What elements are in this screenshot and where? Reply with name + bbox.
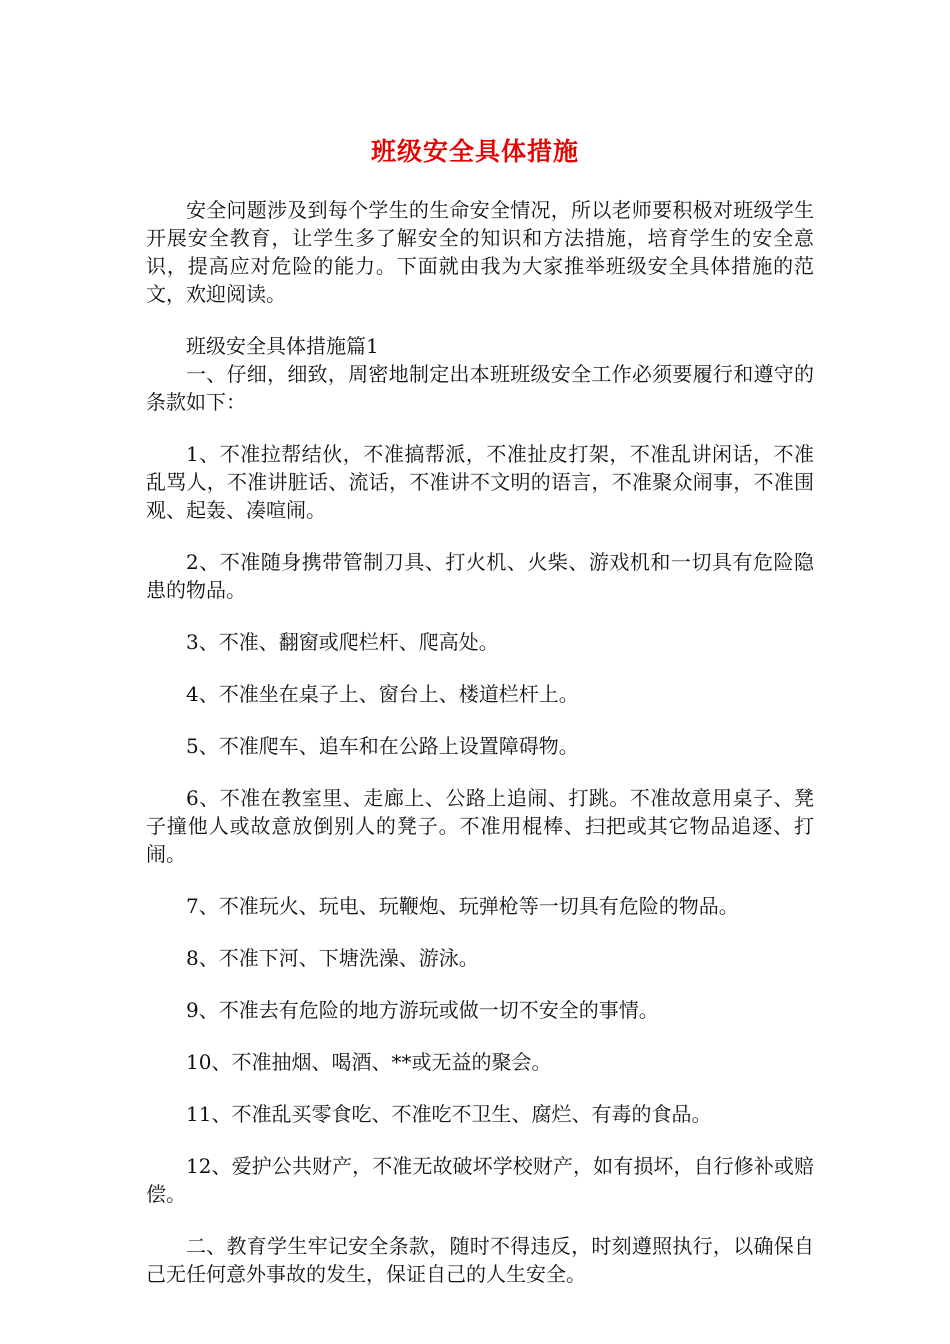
intro-paragraph: 安全问题涉及到每个学生的生命安全情况，所以老师要积极对班级学生开展安全教育，让学生多了解安全的知识和方法措施，培育学生的安全意识，提高应对危险的能力。下面就由我为大家推举班级安全具体措施的范文，欢迎阅读。 xyxy=(146,198,814,306)
rule-item: 8、不准下河、下塘洗澡、游泳。 xyxy=(186,946,479,970)
document-body xyxy=(146,196,814,1288)
rule-item: 12、爱护公共财产，不准无故破坏学校财产，如有损坏，自行修补或赔偿。 xyxy=(146,1154,814,1206)
point-one-paragraph: 一、仔细，细致，周密地制定出本班班级安全工作必须要履行和遵守的条款如下： xyxy=(146,362,814,414)
rule-item: 11、不准乱买零食吃、不准吃不卫生、腐烂、有毒的食品。 xyxy=(186,1102,712,1126)
rule-item: 2、不准随身携带管制刀具、打火机、火柴、游戏机和一切具有危险隐患的物品。 xyxy=(146,550,814,602)
rule-item: 1、不准拉帮结伙，不准搞帮派，不准扯皮打架，不准乱讲闲话，不准乱骂人，不准讲脏话、流话，不准讲不文明的语言，不准聚众闹事，不准围观、起轰、凑喧闹。 xyxy=(146,442,814,522)
rule-item: 4、不准坐在桌子上、窗台上、楼道栏杆上。 xyxy=(186,682,579,706)
rule-item: 3、不准、翻窗或爬栏杆、爬高处。 xyxy=(186,630,499,654)
rule-item: 5、不准爬车、追车和在公路上设置障碍物。 xyxy=(186,734,579,758)
rule-item: 9、不准去有危险的地方游玩或做一切不安全的事情。 xyxy=(186,998,659,1022)
document-title: 班级安全具体措施 xyxy=(370,137,579,166)
point-two-paragraph: 二、教育学生牢记安全条款，随时不得违反，时刻遵照执行，以确保自己无任何意外事故的发生，保证自己的人生安全。 xyxy=(146,1234,814,1286)
section-heading: 班级安全具体措施篇1 xyxy=(186,334,379,358)
rule-item: 10、不准抽烟、喝酒、**或无益的聚会。 xyxy=(186,1050,552,1074)
rule-item: 6、不准在教室里、走廊上、公路上追闹、打跳。不准故意用桌子、凳子撞他人或故意放倒别人的凳子。不准用棍棒、扫把或其它物品追逐、打闹。 xyxy=(146,786,814,866)
rule-item: 7、不准玩火、玩电、玩鞭炮、玩弹枪等一切具有危险的物品。 xyxy=(186,894,739,918)
